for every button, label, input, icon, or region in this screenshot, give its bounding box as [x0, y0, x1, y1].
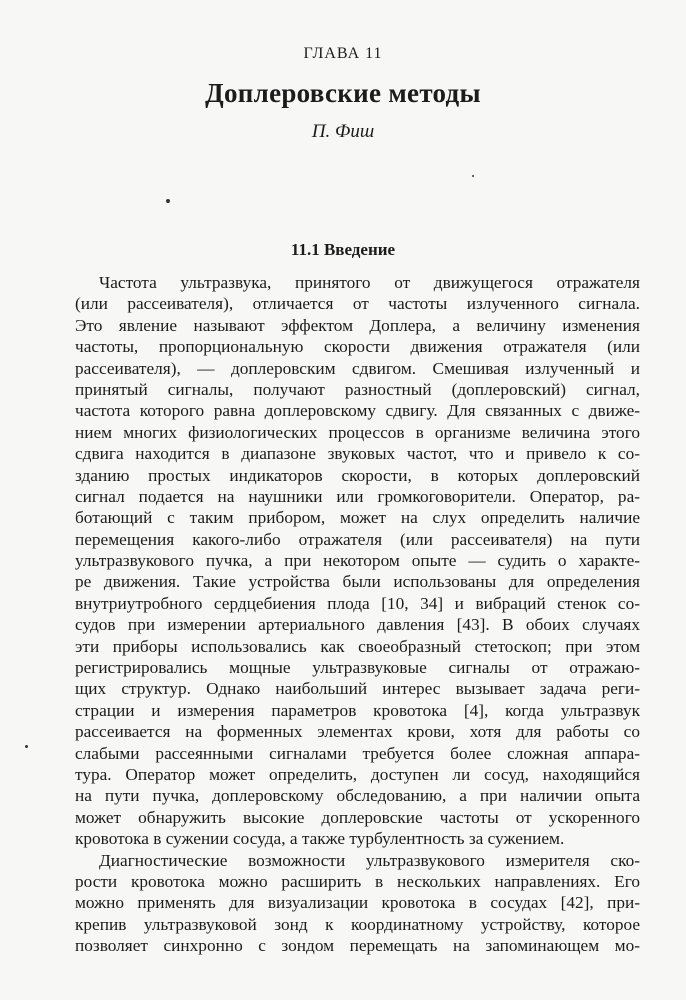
text-line: сдвига находится в диапазоне звуковых частот, что и привело к со-: [75, 444, 640, 464]
text-line: нием многих физиологических процессов в организме величина этого: [75, 422, 640, 442]
text-line: внутриутробного сердцебиения плода [10, 34] и вибраций стенок со-: [75, 593, 640, 613]
text-line: сигнал подается на наушники или громкоговорители. Оператор, ра-: [75, 486, 640, 506]
text-line: ботающий с таким прибором, может на слух определить наличие: [75, 508, 640, 528]
text-line: позволяет синхронно с зондом перемещать на запоминающем мо-: [75, 936, 640, 956]
text-line: рассеивается на форменных элементах крови, хотя для работы со: [75, 722, 640, 742]
chapter-title: Доплеровские методы: [205, 78, 481, 108]
text-line: рости кровотока можно расширить в нескольких направлениях. Его: [75, 871, 640, 891]
text-line: можно применять для визуализации кровотока в сосудах [42], при-: [75, 893, 640, 913]
text-line: на пути пучка, доплеровскому обследованию, а при наличии опыта: [75, 786, 640, 806]
text-line: зданию простых индикаторов скорости, в которых доплеровский: [75, 465, 640, 485]
text-line: частоты, пропорциональную скорости движения отражателя (или: [75, 337, 640, 357]
text-line: ре движения. Такие устройства были использованы для определения: [75, 572, 640, 592]
section-heading: 11.1 Введение: [290, 240, 396, 259]
text-line: Это явление называют эффектом Доплера, а величину изменения: [75, 315, 640, 335]
text-line: принятый сигналы, получают разностный (доплеровский) сигнал,: [75, 379, 640, 399]
body-text: [75, 272, 640, 957]
text-line: слабыми рассеянными сигналами требуется более сложная аппара-: [75, 743, 640, 763]
text-line: тура. Оператор может определить, доступен ли сосуд, находящийся: [75, 764, 640, 784]
scan-speck: [166, 199, 170, 203]
text-line: эти приборы использовались как своеобразный стетоскоп; при этом: [75, 636, 640, 656]
text-line: регистрировались мощные ультразвуковые сигналы от отражаю-: [75, 658, 640, 678]
text-line: Диагностические возможности ультразвукового измерителя ско-: [99, 850, 640, 870]
chapter-label: ГЛАВА 11: [303, 45, 383, 62]
text-line: Частота ультразвука, принятого от движущегося отражателя: [99, 273, 640, 292]
text-line: (или рассеивателя), отличается от частоты излученного сигнала.: [75, 294, 640, 314]
text-line: крепив ультразвуковой зонд к координатному устройству, которое: [75, 914, 640, 934]
text-line: страции и измерения параметров кровотока [4], когда ультразвук: [75, 700, 640, 720]
scan-speck: [472, 175, 474, 177]
text-line: частота которого равна доплеровскому сдвигу. Для связанных с движе-: [75, 401, 640, 421]
scan-speck: [25, 745, 28, 748]
text-line: перемещения какого-либо отражателя (или рассеивателя) на пути: [75, 529, 640, 549]
text-line: может обнаружить высокие доплеровские частоты от ускоренного: [75, 807, 640, 827]
text-line: судов при измерении артериального давления [43]. В обоих случаях: [75, 615, 640, 635]
text-line: рассеивателя), — доплеровским сдвигом. Смешивая излученный и: [75, 358, 640, 378]
text-line: щих структур. Однако наибольший интерес вызывает задача реги-: [75, 679, 640, 699]
text-line: кровотока в сужении сосуда, а также турбулентность за сужением.: [75, 829, 565, 849]
text-line: ультразвукового пучка, а при некотором опыте — судить о характе-: [75, 551, 640, 571]
author-name: П. Фиш: [311, 121, 375, 142]
